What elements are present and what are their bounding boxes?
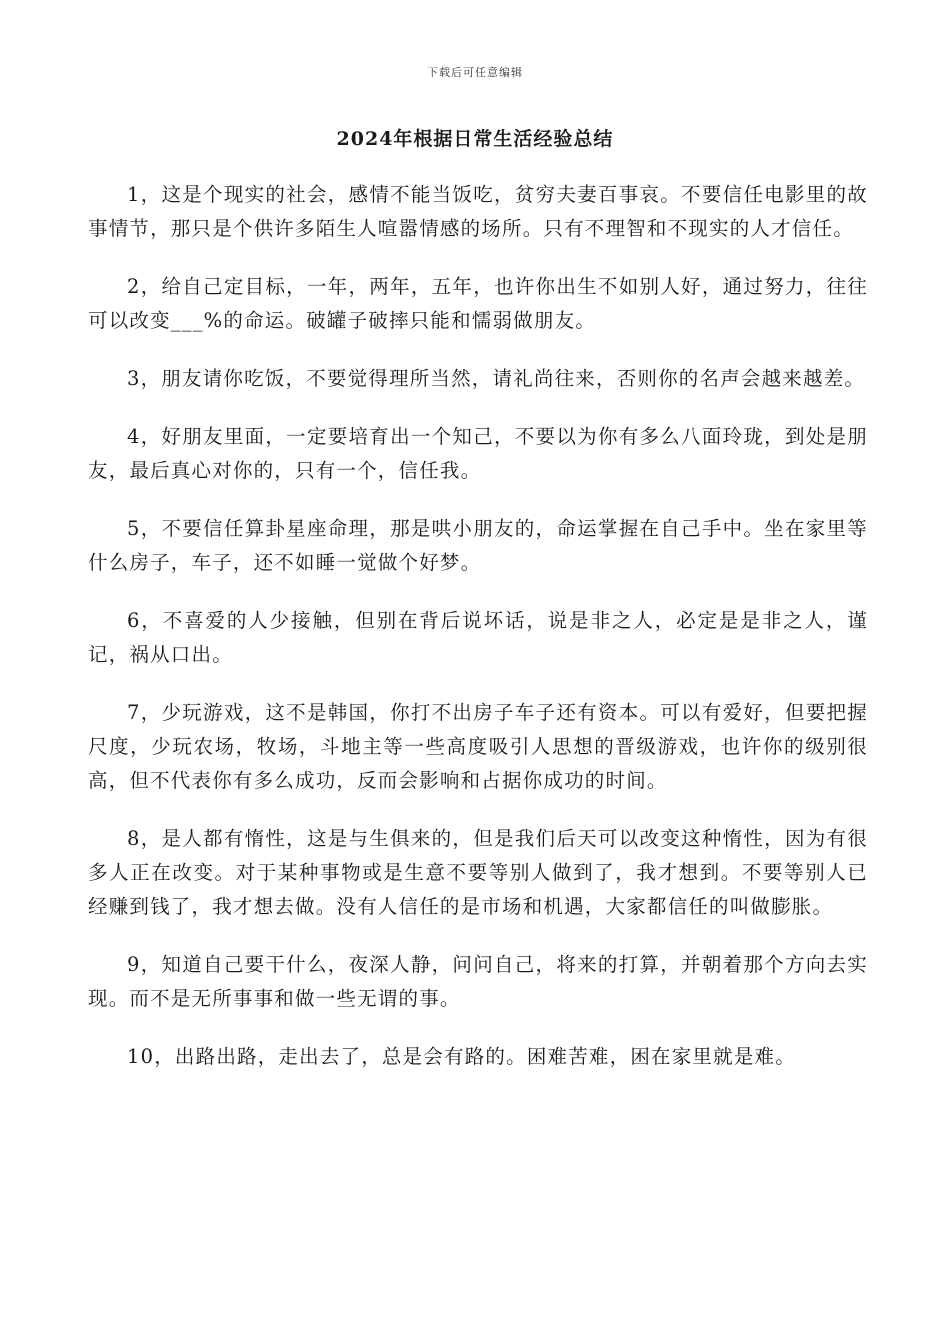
header-note: 下载后可任意编辑 [427, 66, 523, 79]
paragraph-10: 10，出路出路，走出去了，总是会有路的。困难苦难，困在家里就是难。 [127, 1045, 796, 1068]
paragraph-5: 5，不要信任算卦星座命理，那是哄小朋友的，命运掌握在自己手中。坐在家里等什么房子，车子，还不如睡一觉做个好梦。 [88, 517, 868, 574]
paragraph-9: 9，知道自己要干什么，夜深人静，问问自己，将来的打算，并朝着那个方向去实现。而不是无所事事和做一些无谓的事。 [88, 953, 868, 1010]
paragraph-1: 1，这是个现实的社会，感情不能当饭吃，贫穷夫妻百事哀。不要信任电影里的故事情节，那只是个供许多陌生人喧嚣情感的场所。只有不理智和不现实的人才信任。 [88, 183, 868, 240]
paragraph-8: 8，是人都有惰性，这是与生俱来的，但是我们后天可以改变这种惰性，因为有很多人正在改变。对于某种事物或是生意不要等别人做到了，我才想到。不要等别人已经赚到钱了，我才想去做。没有人信任的是市场和机遇，大家都信任的叫做膨胀。 [88, 827, 868, 918]
paragraph-2: 2，给自己定目标，一年，两年，五年，也许你出生不如别人好，通过努力，往往可以改变___%的命运。破罐子破摔只能和懦弱做朋友。 [88, 275, 868, 332]
document-title: 2024年根据日常生活经验总结 [336, 128, 614, 150]
paragraph-6: 6，不喜爱的人少接触，但别在背后说坏话，说是非之人，必定是是非之人，谨记，祸从口出。 [88, 609, 868, 666]
paragraph-7: 7，少玩游戏，这不是韩国，你打不出房子车子还有资本。可以有爱好，但要把握尺度，少玩农场，牧场，斗地主等一些高度吸引人思想的晋级游戏，也许你的级别很高，但不代表你有多么成功，反而会影响和占据你成功的时间。 [88, 701, 868, 792]
paragraph-4: 4，好朋友里面，一定要培育出一个知己，不要以为你有多么八面玲珑，到处是朋友，最后真心对你的，只有一个，信任我。 [88, 425, 868, 482]
paragraph-3: 3，朋友请你吃饭，不要觉得理所当然，请礼尚往来，否则你的名声会越来越差。 [127, 367, 866, 390]
document-body [88, 178, 868, 1098]
